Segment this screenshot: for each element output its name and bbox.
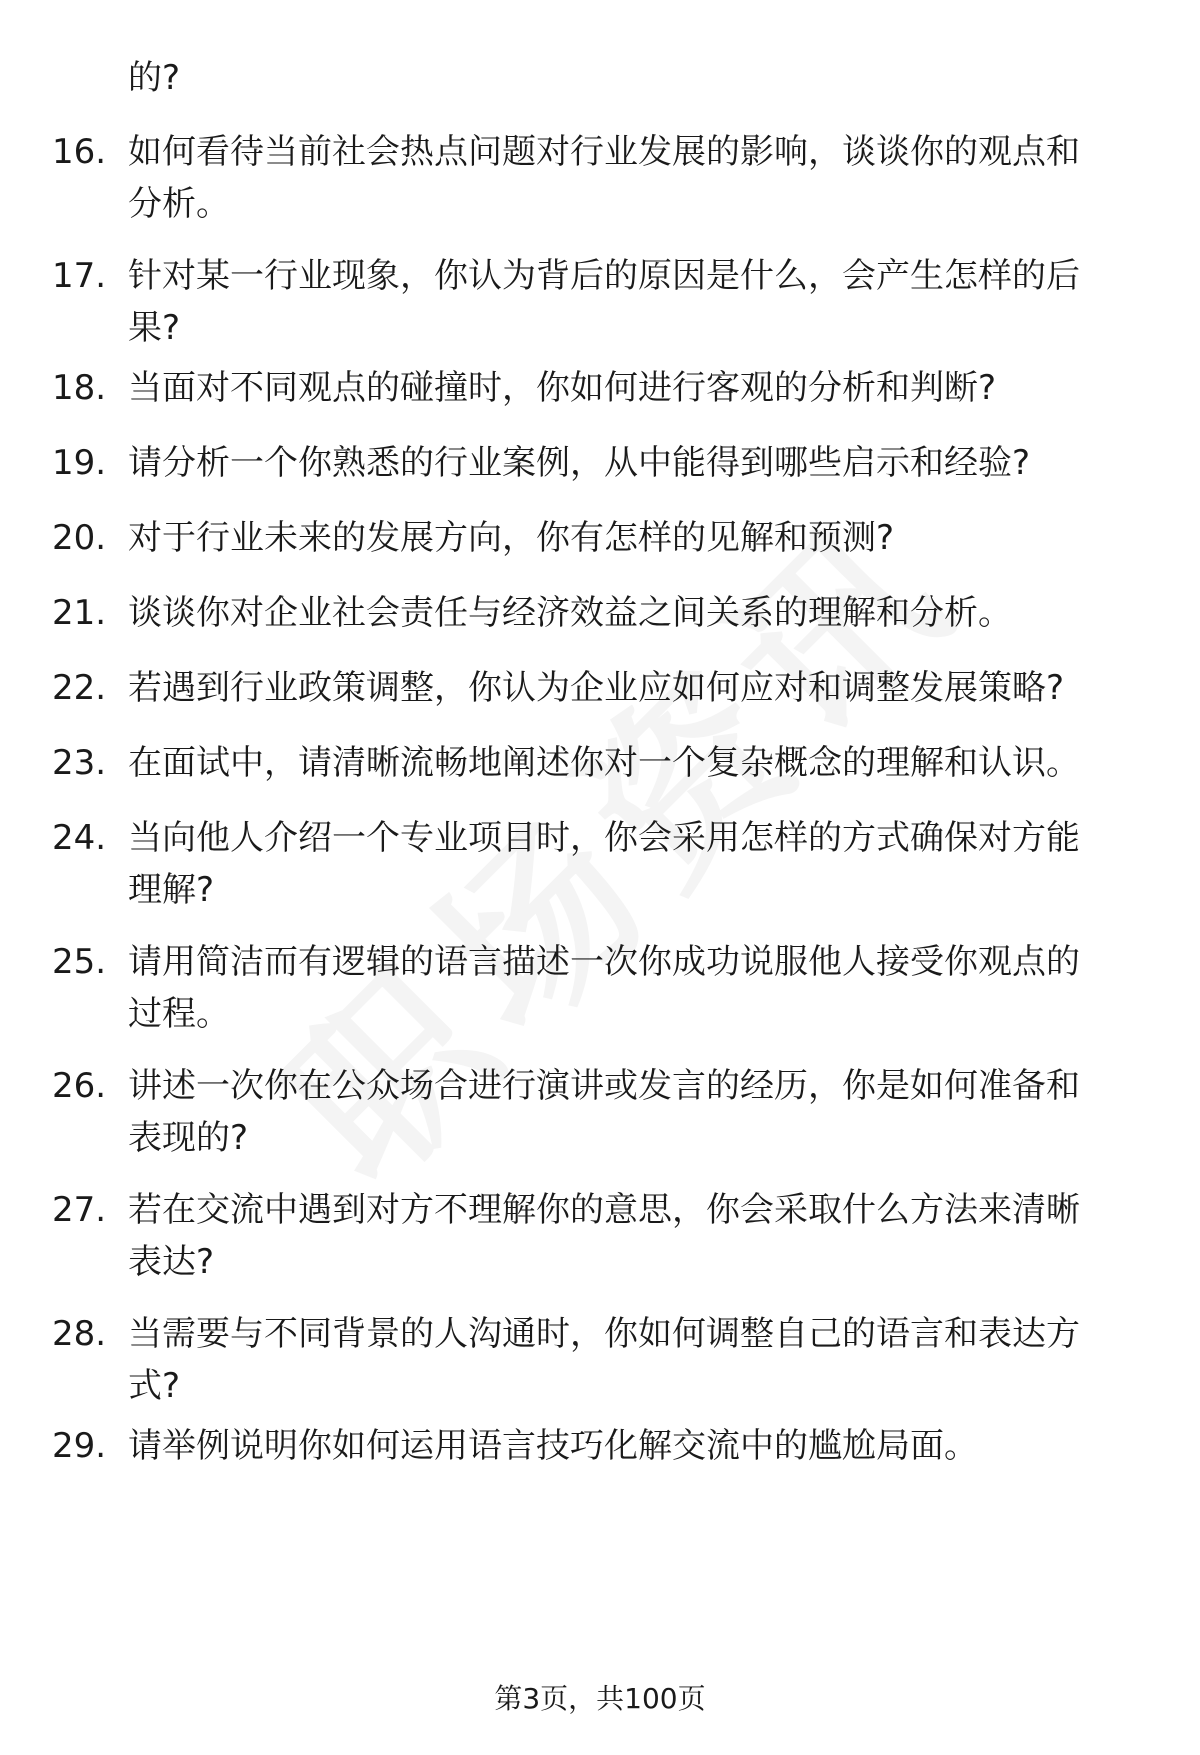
question-text-line: 请举例说明你如何运用语言技巧化解交流中的尴尬局面。	[128, 1426, 978, 1466]
question-text-line: 果?	[128, 308, 181, 348]
question-text-line: 当需要与不同背景的人沟通时，你如何调整自己的语言和表达方	[128, 1314, 1080, 1354]
page-footer: 第3页，共100页	[494, 1682, 706, 1715]
question-number: 29.	[52, 1426, 107, 1466]
question-number: 18.	[52, 368, 107, 408]
question-text-line: 过程。	[128, 994, 230, 1034]
question-number: 19.	[52, 443, 107, 483]
question-number: 20.	[52, 518, 107, 558]
question-text-line: 当向他人介绍一个专业项目时，你会采用怎样的方式确保对方能	[128, 818, 1080, 858]
question-text-line: 若遇到行业政策调整，你认为企业应如何应对和调整发展策略?	[128, 668, 1065, 708]
question-text-line: 分析。	[128, 184, 230, 224]
question-text-line: 谈谈你对企业社会责任与经济效益之间关系的理解和分析。	[128, 593, 1012, 633]
question-number: 17.	[52, 256, 107, 296]
question-text-line: 针对某一行业现象，你认为背后的原因是什么，会产生怎样的后	[128, 256, 1080, 296]
question-text-line: 请用简洁而有逻辑的语言描述一次你成功说服他人接受你观点的	[128, 942, 1080, 982]
question-number: 21.	[52, 593, 107, 633]
question-number: 24.	[52, 818, 107, 858]
question-number: 22.	[52, 668, 107, 708]
question-text-line: 如何看待当前社会热点问题对行业发展的影响，谈谈你的观点和	[128, 132, 1080, 172]
question-text-line: 在面试中，请清晰流畅地阐述你对一个复杂概念的理解和认识。	[128, 743, 1080, 783]
continuation-line: 的?	[128, 58, 181, 98]
question-text-line: 当面对不同观点的碰撞时，你如何进行客观的分析和判断?	[128, 368, 997, 408]
question-text-line: 表达?	[128, 1242, 215, 1282]
question-number: 27.	[52, 1190, 107, 1230]
question-text-line: 讲述一次你在公众场合进行演讲或发言的经历，你是如何准备和	[128, 1066, 1080, 1106]
question-number: 16.	[52, 132, 107, 172]
question-number: 26.	[52, 1066, 107, 1106]
question-number: 23.	[52, 743, 107, 783]
question-text-line: 式?	[128, 1366, 181, 1406]
question-number: 28.	[52, 1314, 107, 1354]
question-text-line: 理解?	[128, 870, 215, 910]
question-text-line: 请分析一个你熟悉的行业案例，从中能得到哪些启示和经验?	[128, 443, 1031, 483]
question-number: 25.	[52, 942, 107, 982]
question-text-line: 对于行业未来的发展方向，你有怎样的见解和预测?	[128, 518, 895, 558]
question-text-line: 若在交流中遇到对方不理解你的意思，你会采取什么方法来清晰	[128, 1190, 1080, 1230]
question-text-line: 表现的?	[128, 1118, 249, 1158]
